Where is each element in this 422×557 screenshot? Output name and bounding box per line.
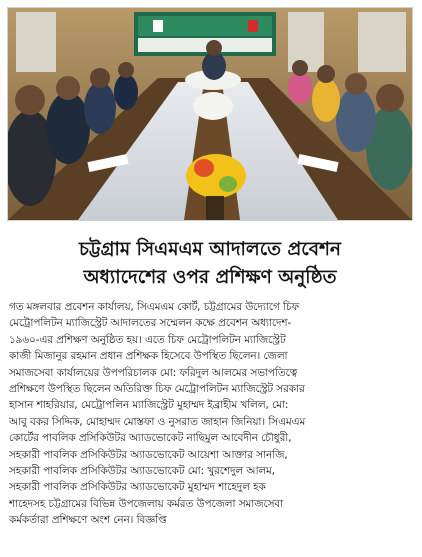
body-line: প্রশিক্ষণে উপস্থিত ছিলেন অতিরিক্ত চিফ মেট্রোপলিটন ম্যাজিস্ট্রেট সরকার xyxy=(9,383,305,396)
body-line: সহকারী পাবলিক প্রসিকিউটর অ্যাডভোকেট মুহাম্মদ শাহেদুল হক xyxy=(9,481,266,494)
body-line: কাজী মিজানুর রহমান প্রধান প্রশিক্ষক হিসেবে উপস্থিত ছিলেন। জেলা xyxy=(9,350,288,363)
body-line: হাসান শাহরিয়ার, মেট্রোপলিন ম্যাজিস্ট্রেট মুহাম্মদ ইব্রাহীম খলিল, মো: xyxy=(9,399,289,412)
body-line: গত মঙ্গলবার প্রবেশন কার্যালয়, সিএমএম কোর্ট, চট্টগ্রামের উদ্যোগে চিফ xyxy=(9,301,299,313)
body-line: মেট্রোপলিটন ম্যাজিস্ট্রেট আদালতের সম্মেলন কক্ষে প্রবেশন অধ্যাদেশ- xyxy=(9,317,292,330)
body-line: সহকারী পাবলিক প্রসিকিউটর অ্যাডভোকেট আয়েশা আক্তার সানজি, xyxy=(9,448,288,461)
body-line: শাহেদসহ চট্টগ্রামের বিভিন্ন উপজেলায় কর্মরত উপজেলা সমাজসেবা xyxy=(9,497,284,510)
photo-icon xyxy=(8,8,412,220)
news-photo xyxy=(7,7,413,221)
body-line: কোর্টের পাবলিক প্রসিকিউটর অ্যাডভোকেট নাছিমুল আবেদীন চৌধুরী, xyxy=(9,432,292,445)
body-line: ১৯৬০-এর প্রশিক্ষণ অনুষ্ঠিত হয়। এতে চিফ মেট্রোপলিটন ম্যাজিস্ট্রেট xyxy=(9,333,286,346)
headline-line-2: অধ্যাদেশের ওপর প্রশিক্ষণ অনুষ্ঠিত xyxy=(83,267,337,288)
body-line: সহকারী পাবলিক প্রসিকিউটর অ্যাডভোকেট মো: খুরশেদুল আলম, xyxy=(9,465,276,478)
headline-line-1: চট্টগ্রাম সিএমএম আদালতে প্রবেশন xyxy=(79,239,341,260)
body-line: সমাজসেবা কার্যালয়ের উপপরিচালক মো: ফরিদুল আলমের সভাপতিত্বে xyxy=(9,366,298,379)
article-body xyxy=(9,299,413,529)
body-line: কর্মকর্তারা প্রশিক্ষণে অংশ নেন। বিজ্ঞপ্তি xyxy=(9,514,167,527)
news-clipping xyxy=(5,5,415,552)
body-line: আবু বকর সিদ্দিক, মোহাম্মদ মোস্তফা ও নুসরাত জাহান জিনিয়া। সিএমএম xyxy=(9,415,306,428)
